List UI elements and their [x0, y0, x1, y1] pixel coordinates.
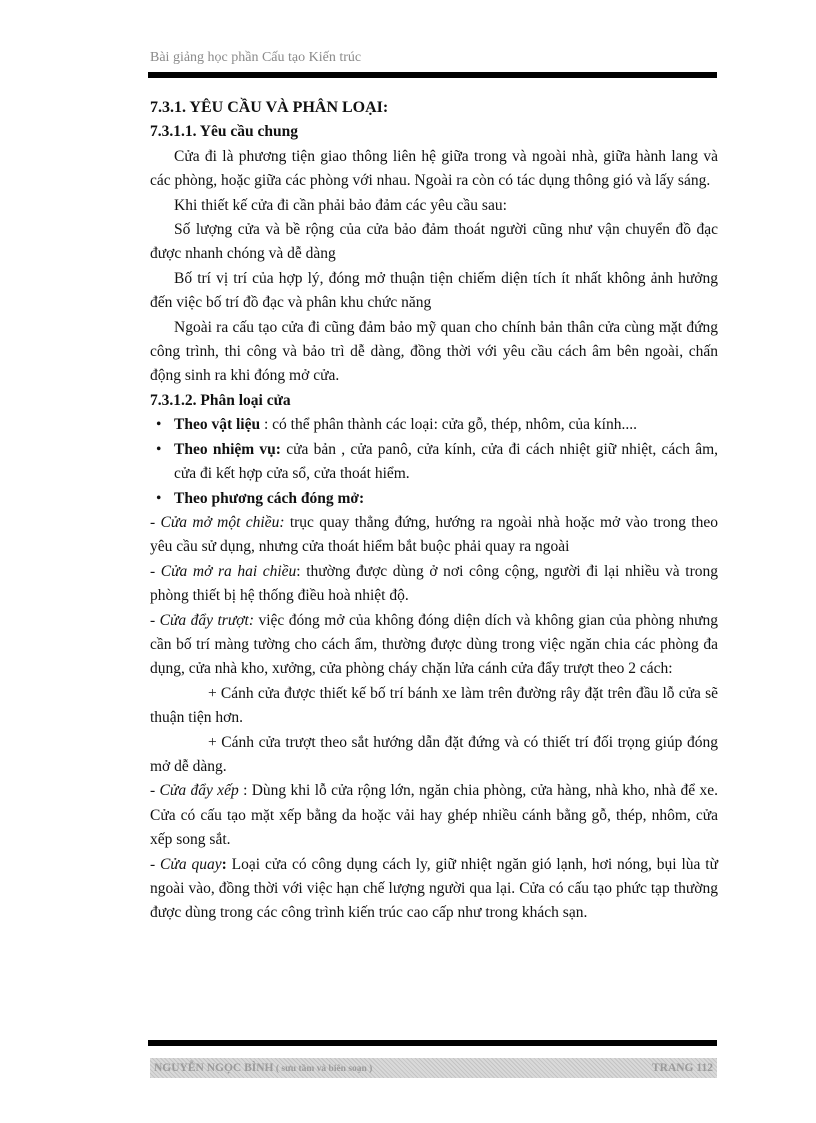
sub-paragraph: + Cánh cửa trượt theo sắt hướng dẫn đặt đứng và có thiết trí đối trọng giúp đóng mở dễ dàng. — [150, 733, 718, 775]
door-type-paragraph: - Cửa mở ra hai chiều: thường được dùng ở nơi công cộng, người đi lại nhiều và trong phòng thiết bị hệ thống điều hoà nhiệt độ. — [150, 562, 718, 605]
list-item-text: cửa bản , cửa panô, cửa kính, cửa đi cách nhiệt giữ nhiệt, cách âm, cửa đi kết hợp cửa sổ, cửa thoát hiểm. — [174, 440, 718, 483]
subsection-heading-requirements: 7.3.1.1. Yêu cầu chung — [150, 123, 298, 141]
subsection-heading-classification: 7.3.1.2. Phân loại cửa — [150, 391, 291, 409]
door-type-paragraph: - Cửa quay: Loại cửa có công dụng cách ly, giữ nhiệt ngăn gió lạnh, hơi nóng, bụi lùa từ ngoài vào, đồng thời với việc hạn chế lượng người qua lại. Cửa có cấu tạo phức tạp thường được dùng trong các công trình kiến trúc cao cấp như trong khách sạn. — [150, 855, 718, 922]
door-type-term: Cửa quay — [160, 855, 222, 873]
door-type-term: Cửa đẩy xếp — [159, 782, 239, 800]
door-type-term: Cửa mở một chiều: — [160, 513, 285, 531]
door-type-text: : Dùng khi lỗ cửa rộng lớn, ngăn chia phòng, cửa hàng, nhà kho, nhà để xe. Cửa có cấu tạo mặt xếp bằng da hoặc vải hay ghép nhiều cánh bằng gỗ, thép, nhôm, cửa xếp song sắt. — [150, 782, 718, 849]
door-type-text: trục quay thẳng đứng, hướng ra ngoài nhà hoặc mở vào trong theo yêu cầu sử dụng, nhưng cửa thoát hiểm bắt buộc phải quay ra ngoài — [150, 513, 718, 556]
paragraph: Bố trí vị trí của hợp lý, đóng mở thuận tiện chiếm diện tích ít nhất không ảnh hưởng đến việc bố trí đồ đạc và phân khu chức năng — [150, 269, 718, 312]
page-number: TRANG 112 — [651, 1062, 713, 1074]
bullet-icon: • — [156, 440, 162, 458]
list-item — [150, 487, 718, 511]
footer-author: NGUYỄN NGỌC BÌNH — [154, 1062, 274, 1074]
footer-rule — [148, 1040, 717, 1046]
list-item — [150, 438, 718, 487]
page-content — [150, 96, 718, 926]
list-item-label: Theo nhiệm vụ: — [174, 440, 281, 458]
door-type-text: : thường được dùng ở nơi công cộng, người đi lại nhiều và trong phòng thiết bị hệ thống điều hoà nhiệt độ. — [150, 562, 718, 605]
door-type-colon: : — [221, 855, 227, 873]
footer-credit — [154, 1062, 372, 1074]
list-item-label: Theo vật liệu — [174, 416, 261, 434]
bullet-icon: • — [156, 416, 162, 434]
door-type-paragraph: - Cửa đẩy xếp : Dùng khi lỗ cửa rộng lớn, ngăn chia phòng, cửa hàng, nhà kho, nhà để xe. Cửa có cấu tạo mặt xếp bằng da hoặc vải hay ghép nhiều cánh bằng gỗ, thép, nhôm, cửa xếp song sắt. — [150, 782, 718, 849]
paragraph: Ngoài ra cấu tạo cửa đi cũng đảm bảo mỹ quan cho chính bản thân cửa cùng mặt đứng công trình, thi công và bảo trì dễ dàng, đồng thời với yêu cầu cách âm bên ngoài, chấn động sinh ra khi đóng mở cửa. — [150, 318, 718, 385]
paragraph: Khi thiết kế cửa đi cần phải bảo đảm các yêu cầu sau: — [174, 196, 507, 214]
door-type-text: việc đóng mở của không đóng diện dích và không gian của phòng nhưng cần bố trí màng tường cho cách ẩm, thường được dùng trong việc ngăn chia các phòng đa dụng, cửa nhà kho, xưởng, cửa phòng cháy chặn lửa cánh cửa đẩy trượt theo 2 cách: — [150, 611, 718, 678]
door-type-text: Loại cửa có công dụng cách ly, giữ nhiệt ngăn gió lạnh, hơi nóng, bụi lùa từ ngoài vào, đồng thời với việc hạn chế lượng người qua lại. Cửa có cấu tạo phức tạp thường được dùng trong các công trình kiến trúc cao cấp như trong khách sạn. — [150, 855, 718, 922]
page-footer — [150, 1058, 717, 1078]
door-type-paragraph: - Cửa đẩy trượt: việc đóng mở của không đóng diện dích và không gian của phòng nhưng cần bố trí màng tường cho cách ẩm, thường được dùng trong việc ngăn chia các phòng đa dụng, cửa nhà kho, xưởng, cửa phòng cháy chặn lửa cánh cửa đẩy trượt theo 2 cách: — [150, 611, 718, 678]
paragraph: Số lượng cửa và bề rộng của cửa bảo đảm thoát người cũng như vận chuyển đồ đạc được nhanh chóng và dễ dàng — [150, 221, 718, 263]
door-type-paragraph: - Cửa mở một chiều: trục quay thẳng đứng, hướng ra ngoài nhà hoặc mở vào trong theo yêu cầu sử dụng, nhưng cửa thoát hiểm bắt buộc phải quay ra ngoài — [150, 513, 718, 556]
section-heading: 7.3.1. YÊU CẦU VÀ PHÂN LOẠI: — [150, 99, 389, 116]
classification-list — [150, 413, 718, 511]
header-rule — [148, 72, 717, 78]
list-item-text: : có thể phân thành các loại: cửa gỗ, thép, nhôm, của kính.... — [260, 416, 637, 434]
sub-paragraph: + Cánh cửa được thiết kế bố trí bánh xe làm trên đường rây đặt trên đầu lỗ cửa sẽ thuận tiện hơn. — [150, 684, 718, 727]
paragraph: Cửa đi là phương tiện giao thông liên hệ giữa trong và ngoài nhà, giữa hành lang và các phòng, hoặc giữa các phòng với nhau. Ngoài ra còn có tác dụng thông gió và lấy sáng. — [150, 147, 718, 190]
door-type-term: Cửa đẩy trượt: — [159, 611, 255, 629]
page-header: Bài giảng học phần Cấu tạo Kiến trúc — [150, 50, 362, 65]
footer-note: ( sưu tầm và biên soạn ) — [273, 1064, 373, 1074]
bullet-icon: • — [156, 489, 162, 507]
list-item-label: Theo phương cách đóng mở: — [174, 489, 365, 507]
list-item — [150, 413, 718, 437]
door-type-term: Cửa mở ra hai chiều — [160, 562, 297, 580]
